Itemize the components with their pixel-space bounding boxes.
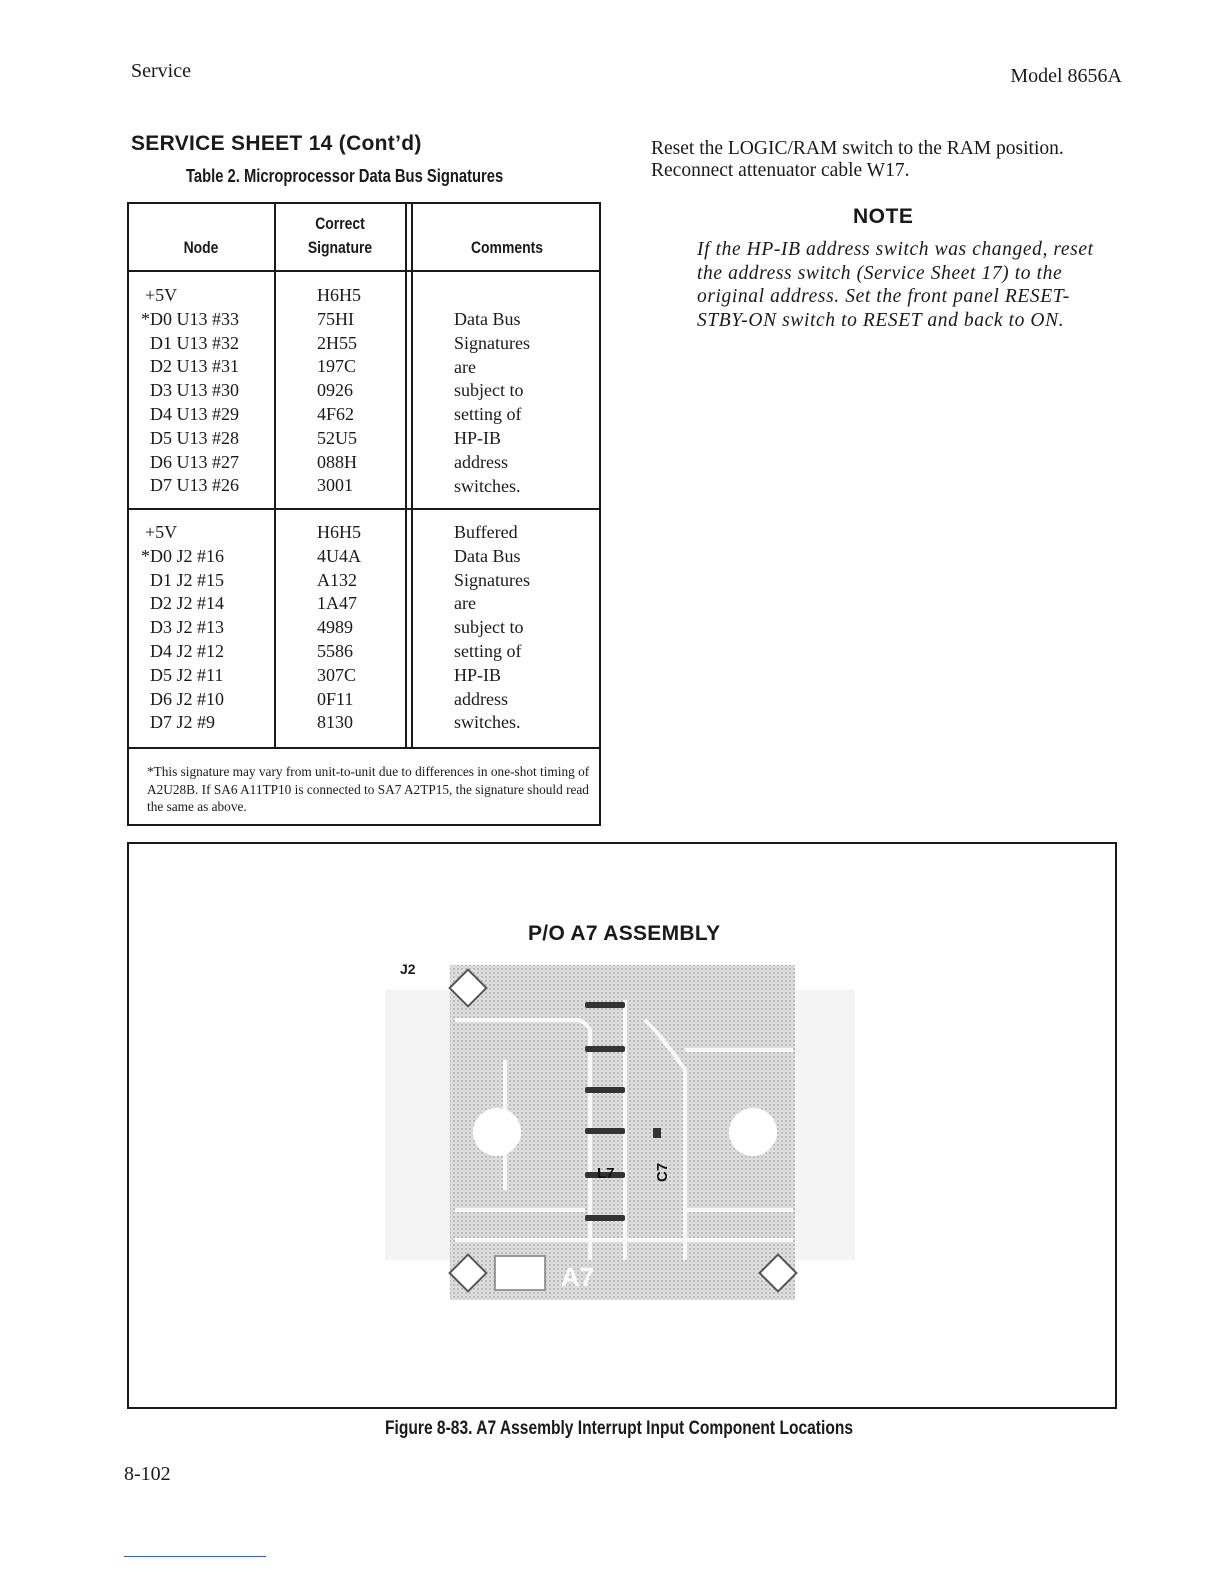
table-group-rule [127, 508, 601, 510]
table-cell-signature: 0F11 [317, 688, 354, 709]
table-cell-signature: H6H5 [317, 285, 361, 305]
table-col-divider-1 [274, 202, 276, 748]
figure-caption: Figure 8-83. A7 Assembly Interrupt Input Component Locations [385, 1418, 854, 1439]
table-cell-comment: setting of [454, 404, 522, 425]
note-title: NOTE [853, 205, 914, 228]
group2-node-cells [141, 521, 224, 735]
label-board-a7: A7 [561, 1262, 595, 1292]
table-cell-node: D7 J2 #9 [150, 712, 216, 733]
a7-assembly-board-photo [385, 960, 865, 1310]
table-cell-comment: Buffered [454, 522, 518, 542]
table-footnote: *This signature may vary from unit-to-unit due to differences in one-shot timing of A2U28B. If SA6 A11TP10 is connected to SA7 A2TP15, the signature should read the same as above. [147, 764, 590, 814]
table-cell-node: D7 U13 #26 [150, 475, 239, 496]
table-cell-node: D6 U13 #27 [150, 451, 239, 472]
table-cell-comment: subject to [454, 380, 524, 401]
table-cell-comment: address [454, 688, 508, 709]
label-j2: J2 [400, 961, 416, 977]
table-cell-node: *D0 U13 #33 [141, 308, 239, 329]
table-cell-signature: 8130 [317, 712, 353, 733]
figure-right-rule [1115, 842, 1117, 1409]
mounting-hole-right [729, 1108, 777, 1156]
table-cell-signature: 52U5 [317, 427, 357, 448]
note-body: If the HP-IB address switch was changed, reset the address switch (Service Sheet 17) to the original address. Set the front panel RESET-STBY-ON switch to RESET and back to ON. [697, 239, 1094, 331]
table-top-rule [127, 202, 601, 204]
table-border-left [127, 202, 129, 826]
figure-title: P/O A7 ASSEMBLY [528, 922, 721, 945]
table-cell-signature: A132 [317, 569, 357, 590]
group2-signature-cells [317, 521, 361, 735]
table-cell-node: +5V [145, 285, 178, 305]
table-cell-comment: Signatures [454, 569, 530, 590]
header-model-label: Model 8656A [1010, 65, 1122, 87]
table-cell-comment: are [454, 356, 476, 377]
header-signature-line1: Correct [315, 214, 365, 233]
table-cell-node: +5V [145, 522, 178, 542]
table-cell-signature: H6H5 [317, 522, 361, 542]
group1-comment-cells [454, 308, 530, 498]
label-l7: L7 [597, 1165, 615, 1182]
group1-signature-cells [317, 284, 361, 498]
header-comments: Comments [470, 238, 544, 257]
table-cell-signature: 197C [317, 356, 357, 377]
table-cell-signature: 75HI [317, 308, 354, 329]
figure-bottom-rule [127, 1407, 1117, 1409]
table-cell-signature: 088H [317, 451, 357, 472]
mounting-hole-left [473, 1108, 521, 1156]
table-cell-signature: 4U4A [317, 545, 361, 566]
table-col-divider-3 [411, 202, 413, 748]
table-cell-comment: setting of [454, 640, 522, 661]
table-cell-comment: are [454, 593, 476, 614]
table-cell-comment: HP-IB [454, 427, 502, 448]
table-cell-signature: 5586 [317, 640, 353, 661]
signature-table [127, 202, 601, 826]
table-cell-node: D1 U13 #32 [150, 332, 239, 353]
table-cell-node: D2 J2 #14 [150, 593, 225, 614]
table-cell-node: D1 J2 #15 [150, 569, 225, 590]
table-cell-comment: switches. [454, 712, 521, 733]
table-cell-comment: address [454, 451, 508, 472]
table-cell-signature: 307C [317, 664, 357, 685]
board-right-fringe [795, 990, 855, 1260]
group1-node-cells [141, 284, 239, 498]
board-logo-block [495, 1256, 545, 1290]
table-cell-node: *D0 J2 #16 [141, 545, 225, 566]
table-cell-comment: subject to [454, 617, 524, 638]
bottom-rule [124, 1556, 266, 1557]
table-cell-signature: 1A47 [317, 593, 357, 614]
table-cell-node: D4 U13 #29 [150, 403, 239, 424]
service-sheet-title: SERVICE SHEET 14 (Cont’d) [131, 132, 422, 155]
table-bottom-rule [127, 824, 601, 826]
table-cell-comment: Data Bus [454, 545, 521, 566]
table-title: Table 2. Microprocessor Data Bus Signatures [186, 166, 504, 186]
header-signature-line2: Signature [307, 238, 373, 257]
table-cell-comment: Signatures [454, 332, 530, 353]
reset-instruction: Reset the LOGIC/RAM switch to the RAM position. Reconnect attenuator cable W17. [651, 138, 1064, 181]
label-c7: C7 [654, 1162, 671, 1182]
table-cell-comment: Data Bus [454, 309, 521, 329]
table-cell-signature: 4F62 [317, 403, 355, 424]
table-header-rule [127, 270, 601, 272]
header-node: Node [183, 238, 219, 257]
header-section-label: Service [131, 60, 191, 82]
table-cell-node: D3 U13 #30 [150, 380, 239, 401]
table-cell-node: D5 J2 #11 [150, 664, 224, 685]
table-cell-node: D3 J2 #13 [150, 617, 225, 638]
table-cell-comment: switches. [454, 475, 521, 496]
figure-left-rule [127, 842, 129, 1409]
figure-top-rule [127, 842, 1117, 844]
table-cell-signature: 3001 [317, 475, 353, 496]
table-cell-node: D5 U13 #28 [150, 427, 239, 448]
table-cell-node: D2 U13 #31 [150, 356, 239, 377]
group2-comment-cells [454, 521, 530, 735]
table-cell-node: D4 J2 #12 [150, 640, 225, 661]
page-number: 8-102 [124, 1463, 171, 1485]
table-col-divider-2 [405, 202, 407, 748]
table-cell-node: D6 J2 #10 [150, 688, 225, 709]
table-cell-signature: 4989 [317, 617, 353, 638]
table-cell-comment: HP-IB [454, 664, 502, 685]
table-border-right [599, 202, 601, 826]
table-cell-signature: 2H55 [317, 332, 357, 353]
table-footnote-rule [127, 747, 601, 749]
board-left-fringe [385, 990, 450, 1260]
table-cell-signature: 0926 [317, 380, 353, 401]
